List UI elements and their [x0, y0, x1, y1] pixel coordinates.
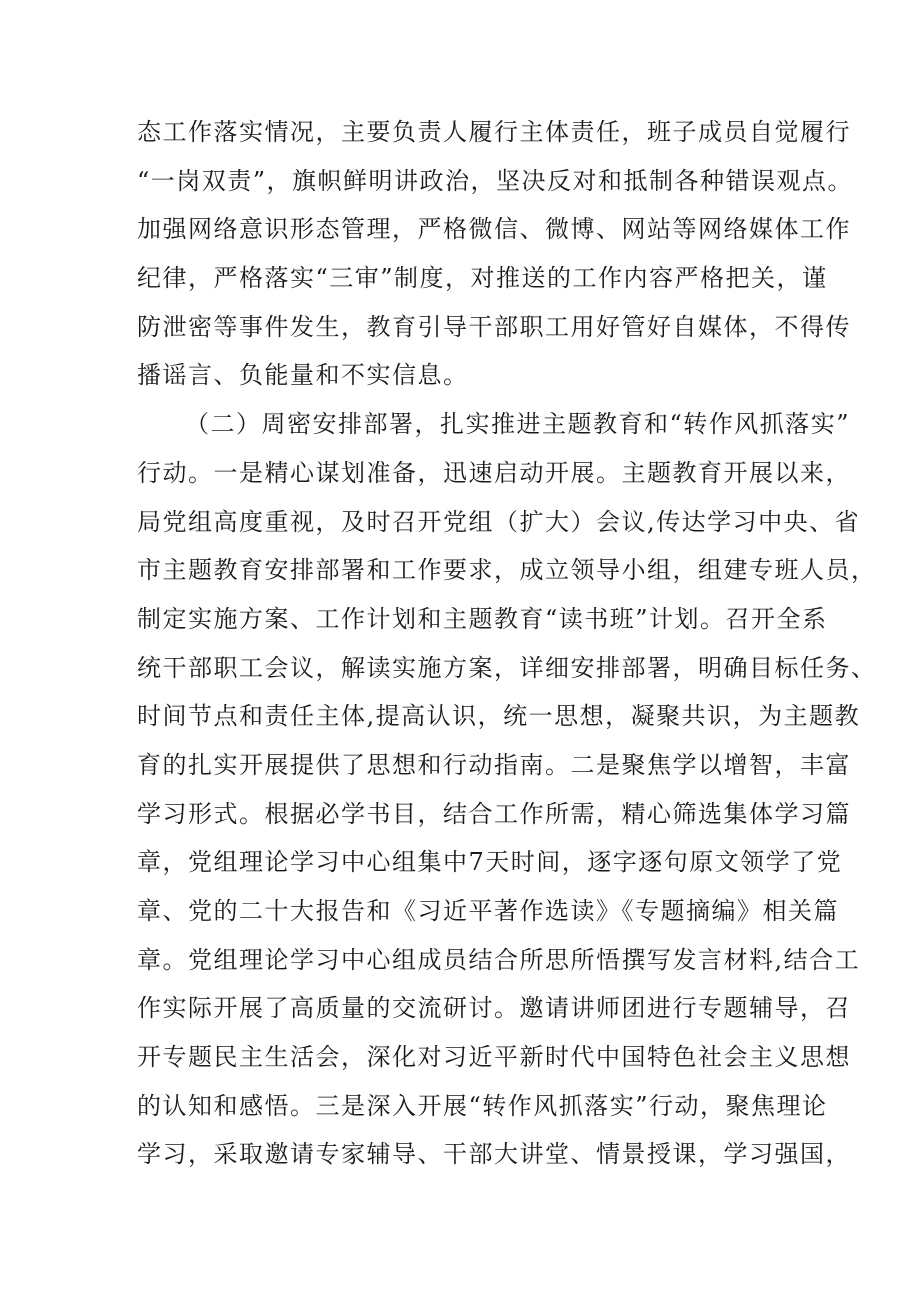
text-line-9: 局党组高度重视，及时召开党组（扩大）会议,传达学习中央、省	[137, 507, 861, 536]
text-line-20: 开专题民主生活会，深化对习近平新时代中国特色社会主义思想	[137, 1043, 851, 1072]
text-line-8: 行动。一是精心谋划准备，迅速启动开展。主题教育开展以来，	[137, 458, 851, 487]
document-body	[137, 108, 877, 1179]
text-line-1: 态工作落实情况，主要负责人履行主体责任，班子成员自觉履行	[137, 118, 851, 146]
text-line-12: 统干部职工会议，解读实施方案，详细安排部署，明确目标任务、	[137, 653, 877, 682]
text-line-4: 纪律，严格落实“三审”制度，对推送的工作内容严格把关，谨	[137, 264, 828, 293]
text-line-2: “一岗双责”，旗帜鲜明讲政治，坚决反对和抵制各种错误观点。	[137, 166, 854, 195]
text-line-5: 防泄密等事件发生，教育引导干部职工用好管好自媒体，不得传	[137, 312, 851, 341]
section-heading-line: （二）周密安排部署，扎实推进主题教育和“转作风抓落实”	[185, 410, 851, 439]
text-line-19: 作实际开展了高质量的交流研讨。邀请讲师团进行专题辅导，召	[137, 994, 851, 1023]
text-line-3: 加强网络意识形态管理，严格微信、微博、网站等网络媒体工作	[137, 215, 851, 244]
text-line-14: 育的扎实开展提供了思想和行动指南。二是聚焦学以增智，丰富	[137, 750, 851, 779]
text-line-6: 播谣言、负能量和不实信息。	[137, 361, 469, 390]
text-line-22: 学习，采取邀请专家辅导、干部大讲堂、情景授课，学习强国，	[137, 1140, 851, 1169]
text-line-10: 市主题教育安排部署和工作要求，成立领导小组，组建专班人员，	[137, 556, 877, 585]
text-line-16: 章，党组理论学习中心组集中7天时间，逐字逐句原文领学了党	[137, 848, 843, 877]
text-line-18: 章。党组理论学习中心组成员结合所思所悟撰写发言材料,结合工	[137, 945, 861, 974]
text-line-15: 学习形式。根据必学书目，结合工作所需，精心筛选集体学习篇	[137, 799, 851, 828]
text-line-13: 时间节点和责任主体,提高认识，统一思想，凝聚共识，为主题教	[137, 702, 861, 731]
text-line-17: 章、党的二十大报告和《习近平著作选读》《专题摘编》相关篇	[137, 897, 839, 925]
text-line-11: 制定实施方案、工作计划和主题教育“读书班”计划。召开全系	[137, 604, 828, 633]
text-line-21: 的认知和感悟。三是深入开展“转作风抓落实”行动，聚焦理论	[137, 1091, 828, 1120]
